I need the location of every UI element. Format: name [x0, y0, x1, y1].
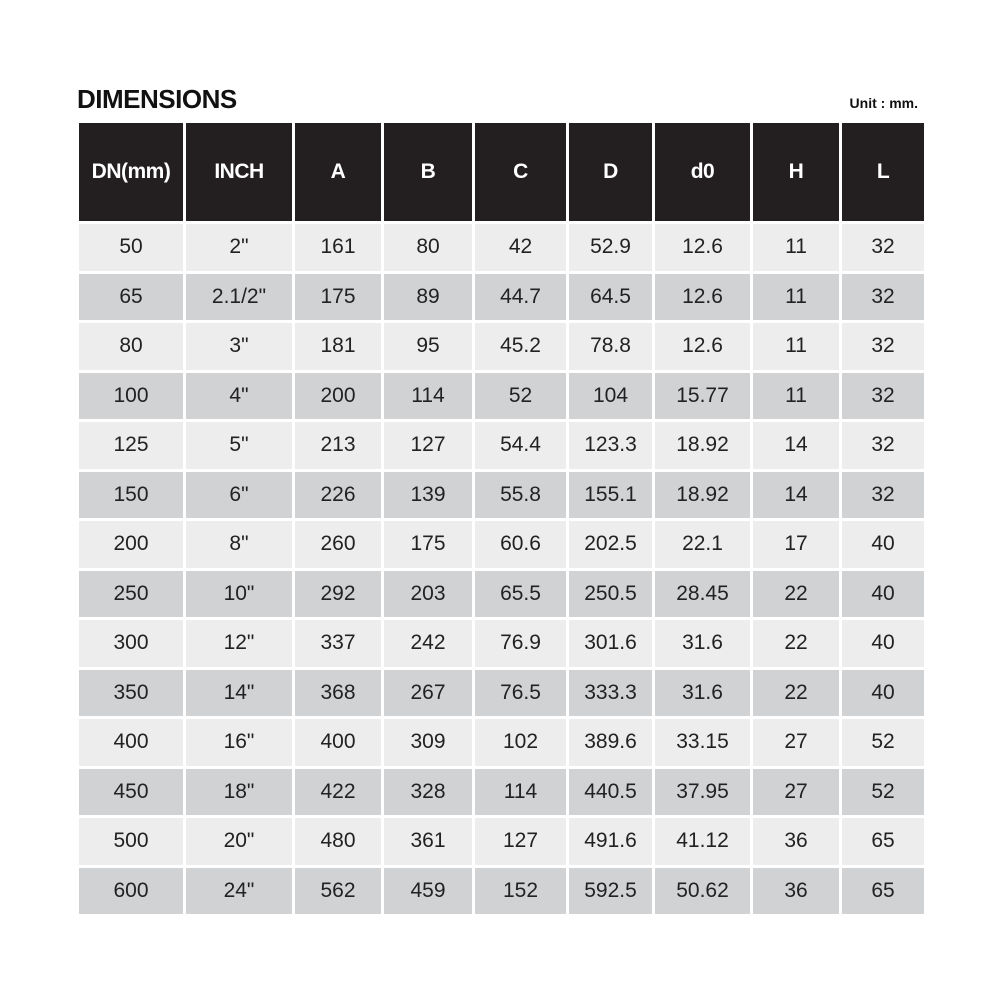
cell-l: 32	[842, 373, 924, 420]
cell-l: 52	[842, 769, 924, 816]
header-d: D	[569, 123, 652, 221]
cell-l: 40	[842, 670, 924, 717]
cell-d: 333.3	[569, 670, 652, 717]
cell-b: 139	[384, 472, 472, 519]
cell-c: 42	[475, 224, 566, 271]
cell-b: 203	[384, 571, 472, 618]
cell-h: 14	[753, 422, 839, 469]
cell-a: 200	[295, 373, 381, 420]
cell-dn: 250	[79, 571, 183, 618]
cell-inch: 18"	[186, 769, 292, 816]
cell-c: 52	[475, 373, 566, 420]
cell-h: 27	[753, 769, 839, 816]
cell-b: 309	[384, 719, 472, 766]
cell-l: 65	[842, 818, 924, 865]
header-b: B	[384, 123, 472, 221]
cell-dn: 80	[79, 323, 183, 370]
cell-d: 123.3	[569, 422, 652, 469]
cell-a: 175	[295, 274, 381, 321]
cell-dn: 400	[79, 719, 183, 766]
cell-inch: 12"	[186, 620, 292, 667]
table-row	[79, 670, 924, 717]
cell-d0: 33.15	[655, 719, 750, 766]
cell-inch: 16"	[186, 719, 292, 766]
cell-l: 32	[842, 323, 924, 370]
header-dn: DN(mm)	[79, 123, 183, 221]
cell-inch: 10"	[186, 571, 292, 618]
cell-h: 11	[753, 224, 839, 271]
cell-inch: 24"	[186, 868, 292, 915]
cell-l: 40	[842, 620, 924, 667]
table-row	[79, 818, 924, 865]
cell-d0: 41.12	[655, 818, 750, 865]
header-a: A	[295, 123, 381, 221]
cell-b: 242	[384, 620, 472, 667]
table-row	[79, 373, 924, 420]
cell-a: 260	[295, 521, 381, 568]
cell-dn: 50	[79, 224, 183, 271]
cell-l: 32	[842, 274, 924, 321]
cell-c: 114	[475, 769, 566, 816]
cell-inch: 4"	[186, 373, 292, 420]
cell-l: 40	[842, 571, 924, 618]
cell-dn: 600	[79, 868, 183, 915]
cell-a: 562	[295, 868, 381, 915]
cell-h: 36	[753, 818, 839, 865]
cell-d0: 15.77	[655, 373, 750, 420]
cell-a: 368	[295, 670, 381, 717]
cell-dn: 200	[79, 521, 183, 568]
header-h: H	[753, 123, 839, 221]
cell-dn: 65	[79, 274, 183, 321]
cell-dn: 350	[79, 670, 183, 717]
cell-d: 440.5	[569, 769, 652, 816]
table-row	[79, 769, 924, 816]
cell-d: 301.6	[569, 620, 652, 667]
table-row	[79, 422, 924, 469]
cell-inch: 2.1/2"	[186, 274, 292, 321]
table-row	[79, 521, 924, 568]
cell-inch: 6"	[186, 472, 292, 519]
cell-d0: 28.45	[655, 571, 750, 618]
header-d0: d0	[655, 123, 750, 221]
unit-label: Unit : mm.	[849, 95, 918, 111]
cell-a: 480	[295, 818, 381, 865]
cell-d0: 31.6	[655, 620, 750, 667]
cell-d: 78.8	[569, 323, 652, 370]
cell-d: 202.5	[569, 521, 652, 568]
cell-l: 40	[842, 521, 924, 568]
cell-b: 328	[384, 769, 472, 816]
cell-inch: 5"	[186, 422, 292, 469]
cell-l: 52	[842, 719, 924, 766]
cell-dn: 150	[79, 472, 183, 519]
cell-d: 52.9	[569, 224, 652, 271]
cell-d0: 31.6	[655, 670, 750, 717]
cell-h: 36	[753, 868, 839, 915]
cell-c: 152	[475, 868, 566, 915]
cell-d: 250.5	[569, 571, 652, 618]
cell-h: 17	[753, 521, 839, 568]
cell-h: 11	[753, 323, 839, 370]
cell-h: 22	[753, 620, 839, 667]
cell-b: 89	[384, 274, 472, 321]
cell-a: 226	[295, 472, 381, 519]
cell-a: 337	[295, 620, 381, 667]
cell-h: 11	[753, 274, 839, 321]
cell-h: 22	[753, 670, 839, 717]
cell-c: 55.8	[475, 472, 566, 519]
cell-dn: 450	[79, 769, 183, 816]
cell-c: 45.2	[475, 323, 566, 370]
cell-c: 76.5	[475, 670, 566, 717]
table-header-row	[79, 123, 924, 221]
cell-dn: 125	[79, 422, 183, 469]
cell-b: 80	[384, 224, 472, 271]
cell-b: 127	[384, 422, 472, 469]
cell-dn: 300	[79, 620, 183, 667]
cell-inch: 20"	[186, 818, 292, 865]
cell-a: 400	[295, 719, 381, 766]
table-row	[79, 224, 924, 271]
cell-inch: 8"	[186, 521, 292, 568]
cell-c: 102	[475, 719, 566, 766]
table-row	[79, 719, 924, 766]
table-row	[79, 274, 924, 321]
cell-a: 422	[295, 769, 381, 816]
cell-d: 491.6	[569, 818, 652, 865]
cell-c: 44.7	[475, 274, 566, 321]
cell-dn: 500	[79, 818, 183, 865]
cell-c: 65.5	[475, 571, 566, 618]
cell-a: 292	[295, 571, 381, 618]
cell-d0: 22.1	[655, 521, 750, 568]
cell-l: 32	[842, 472, 924, 519]
cell-d: 155.1	[569, 472, 652, 519]
cell-h: 22	[753, 571, 839, 618]
cell-a: 213	[295, 422, 381, 469]
cell-b: 459	[384, 868, 472, 915]
table-row	[79, 571, 924, 618]
cell-c: 76.9	[475, 620, 566, 667]
header-c: C	[475, 123, 566, 221]
cell-d0: 50.62	[655, 868, 750, 915]
cell-h: 11	[753, 373, 839, 420]
cell-d: 389.6	[569, 719, 652, 766]
cell-l: 32	[842, 422, 924, 469]
cell-inch: 14"	[186, 670, 292, 717]
cell-a: 181	[295, 323, 381, 370]
cell-d0: 12.6	[655, 224, 750, 271]
cell-d0: 12.6	[655, 323, 750, 370]
cell-h: 27	[753, 719, 839, 766]
table-body	[79, 224, 924, 914]
cell-l: 65	[842, 868, 924, 915]
cell-a: 161	[295, 224, 381, 271]
cell-dn: 100	[79, 373, 183, 420]
cell-c: 54.4	[475, 422, 566, 469]
table-row	[79, 472, 924, 519]
table-row	[79, 620, 924, 667]
cell-c: 127	[475, 818, 566, 865]
cell-l: 32	[842, 224, 924, 271]
cell-d0: 18.92	[655, 422, 750, 469]
cell-b: 361	[384, 818, 472, 865]
header-inch: INCH	[186, 123, 292, 221]
dimensions-table	[76, 120, 927, 917]
cell-b: 175	[384, 521, 472, 568]
cell-d0: 37.95	[655, 769, 750, 816]
cell-h: 14	[753, 472, 839, 519]
cell-inch: 2"	[186, 224, 292, 271]
header-l: L	[842, 123, 924, 221]
cell-d0: 18.92	[655, 472, 750, 519]
cell-d: 104	[569, 373, 652, 420]
cell-d0: 12.6	[655, 274, 750, 321]
table-row	[79, 868, 924, 915]
page-title: DIMENSIONS	[77, 84, 237, 114]
cell-b: 114	[384, 373, 472, 420]
cell-d: 64.5	[569, 274, 652, 321]
cell-d: 592.5	[569, 868, 652, 915]
cell-b: 267	[384, 670, 472, 717]
cell-inch: 3"	[186, 323, 292, 370]
cell-b: 95	[384, 323, 472, 370]
cell-c: 60.6	[475, 521, 566, 568]
table-row	[79, 323, 924, 370]
